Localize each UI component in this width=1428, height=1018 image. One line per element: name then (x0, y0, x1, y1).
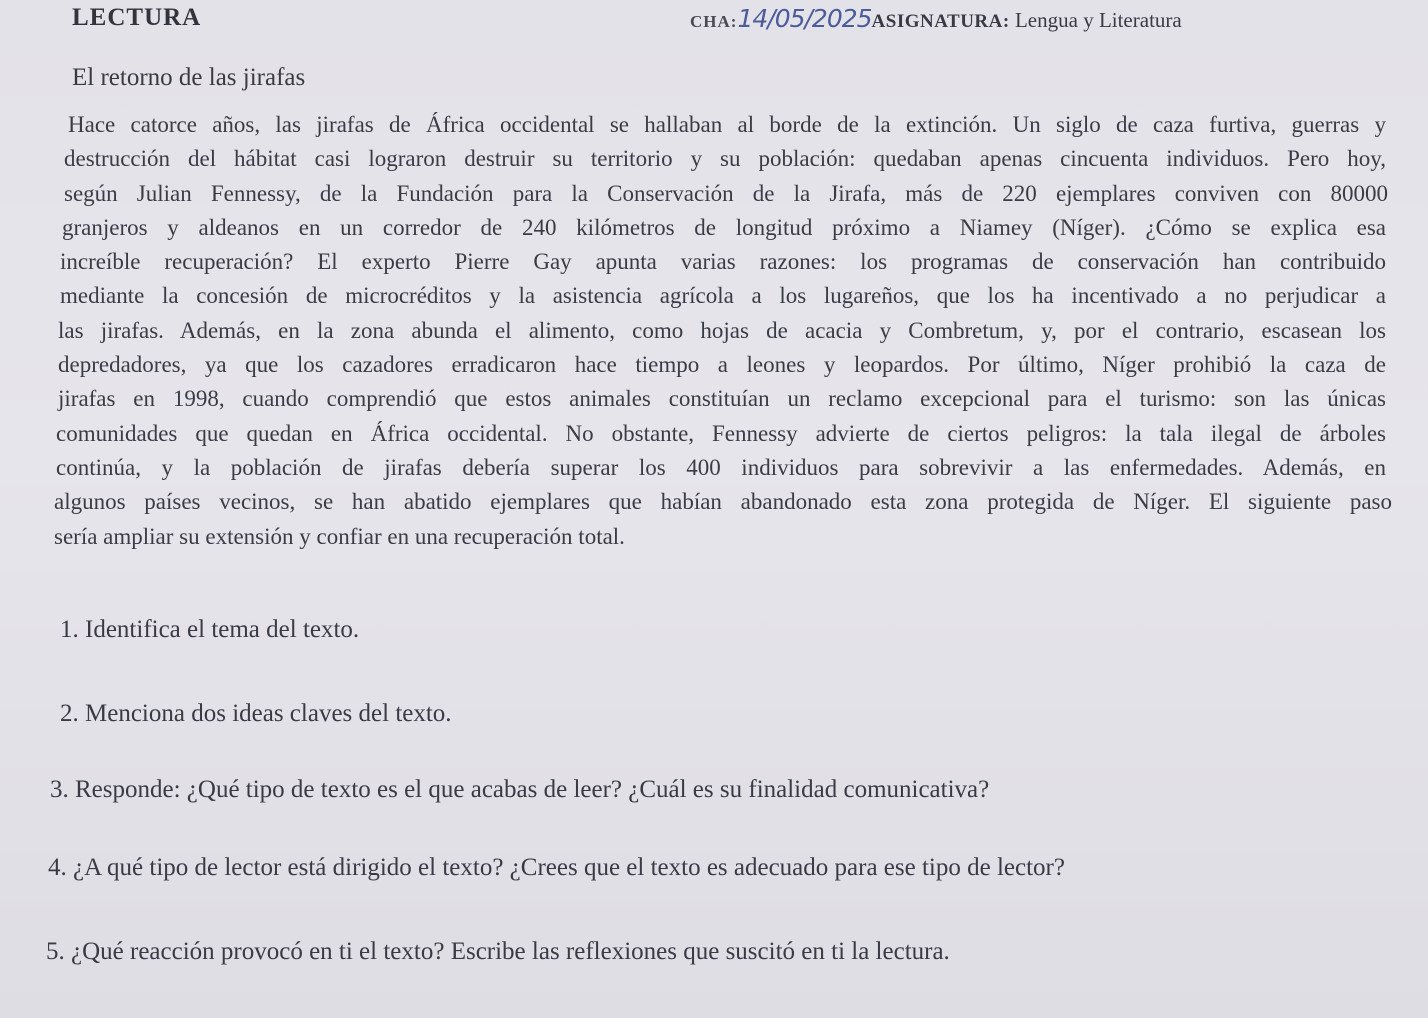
paragraph-line: comunidades que quedan en África occidental. No obstante, Fennessy advierte de ciertos peligros: la tala ilegal de árboles (56, 420, 1386, 446)
paragraph-line: depredadores, ya que los cazadores erradicaron hace tiempo a leones y leopardos. Por último, Níger prohibió la caza de (58, 352, 1386, 378)
paragraph-line: mediante la concesión de microcréditos y la asistencia agrícola a los lugareños, que los ha incentivado a no perjudicar a (60, 283, 1386, 309)
paragraph-line: algunos países vecinos, se han abatido ejemplares que habían abandonado esta zona protegida de Níger. El siguiente paso (54, 489, 1392, 515)
paragraph-line: continúa, y la población de jirafas debería superar los 400 individuos para sobrevivir a las enfermedades. Además, en (56, 454, 1386, 480)
paragraph-line: increíble recuperación? El experto Pierre Gay apunta varias razones: los programas de conservación han contribuido (60, 249, 1386, 275)
reading-title: El retorno de las jirafas (72, 64, 306, 91)
question-3: 3. Responde: ¿Qué tipo de texto es el que acabas de leer? ¿Cuál es su finalidad comunicativa? (50, 776, 990, 803)
paragraph-line: granjeros y aldeanos en un corredor de 240 kilómetros de longitud próximo a Niamey (Níger). ¿Cómo se explica esa (62, 214, 1386, 240)
question-4: 4. ¿A qué tipo de lector está dirigido el texto? ¿Crees que el texto es adecuado para ese tipo de lector? (48, 854, 1065, 881)
reading-paragraph (54, 108, 1392, 554)
paragraph-line: sería ampliar su extensión y confiar en una recuperación total. (54, 523, 625, 549)
paragraph-line: Hace catorce años, las jirafas de África occidental se hallaban al borde de la extinción. Un siglo de caza furtiva, guerras y (68, 112, 1386, 137)
paragraph-line: las jirafas. Además, en la zona abunda el alimento, como hojas de acacia y Combretum, y, por el contrario, escasean los (58, 317, 1386, 343)
section-heading: LECTURA (72, 4, 202, 31)
question-1: 1. Identifica el tema del texto. (60, 616, 360, 643)
asignatura-value: Lengua y Literatura (1014, 8, 1182, 32)
question-2: 2. Menciona dos ideas claves del texto. (60, 700, 452, 727)
handwritten-date: 14/05/2025 (737, 4, 872, 33)
header-info (690, 4, 1182, 33)
question-5: 5. ¿Qué reacción provocó en ti el texto? Escribe las reflexiones que suscitó en ti la lectura. (46, 938, 950, 965)
paragraph-line: según Julian Fennessy, de la Fundación para la Conservación de la Jirafa, más de 220 ejemplares conviven con 80000 (64, 180, 1388, 206)
fecha-label: CHA: (690, 12, 738, 31)
paragraph-line: jirafas en 1998, cuando comprendió que estos animales constituían un reclamo excepcional para el turismo: son las únicas (58, 386, 1386, 412)
asignatura-label: ASIGNATURA: (871, 11, 1010, 32)
paragraph-line: destrucción del hábitat casi lograron destruir su territorio y su población: quedaban apenas cincuenta individuos. Pero hoy, (64, 146, 1386, 172)
